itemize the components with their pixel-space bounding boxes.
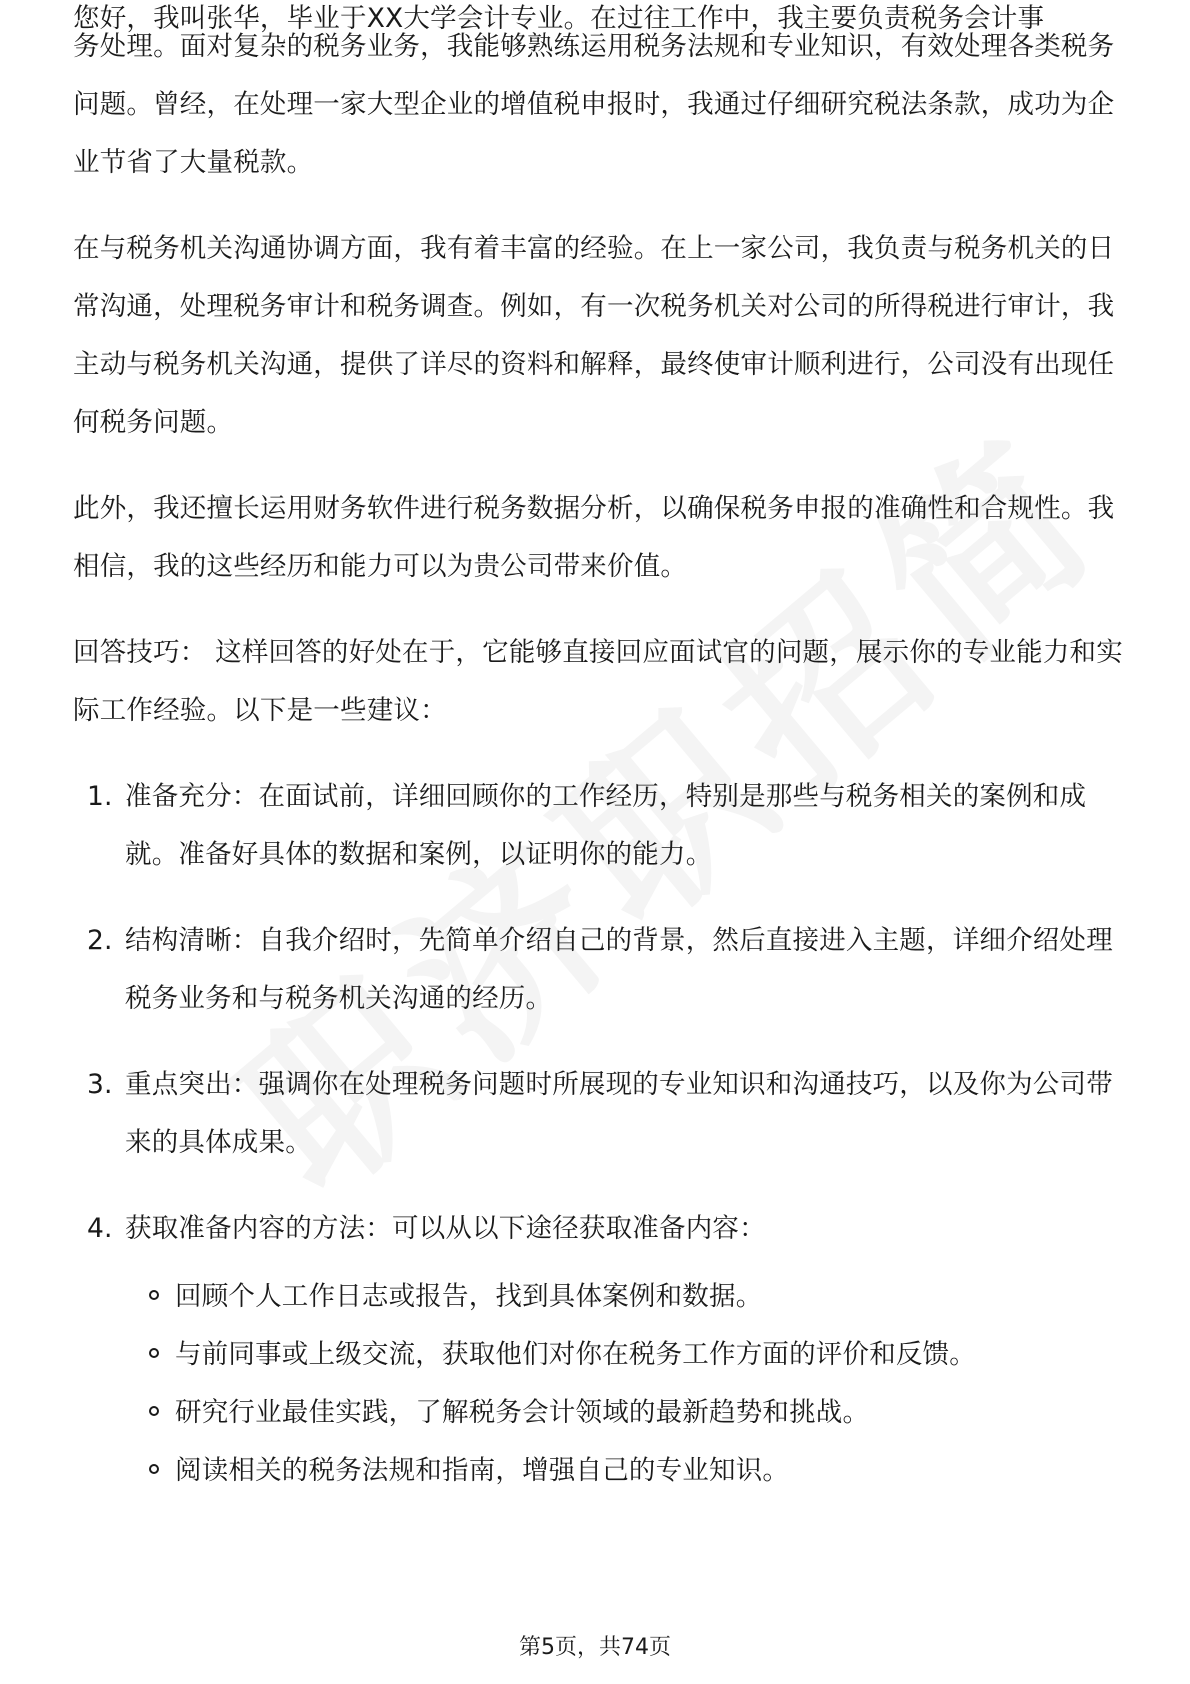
hollow-circle-bullet-icon (149, 1464, 159, 1474)
sub-list-item (149, 1268, 1123, 1326)
sub-list-item (149, 1384, 1123, 1442)
list-item-number: 2. (87, 925, 113, 956)
list-item-number: 1. (87, 781, 113, 812)
preparation-sources-list (73, 1268, 1123, 1500)
paragraph-answer-tips: 回答技巧： 这样回答的好处在于，它能够直接回应面试官的问题，展示你的专业能力和实际工作经验。以下是一些建议： (73, 637, 1123, 726)
partial-top-line-text: 您好，我叫张华，毕业于XX大学会计专业。在过往工作中，我主要负责税务会计事 (73, 3, 1045, 34)
list-item (73, 1200, 1123, 1258)
list-item-text: 结构清晰：自我介绍时，先简单介绍自己的背景，然后直接进入主题，详细介绍处理税务业务和与税务机关沟通的经历。 (125, 925, 1113, 1014)
sub-list-item-text: 与前同事或上级交流，获取他们对你在税务工作方面的评价和反馈。 (175, 1339, 976, 1370)
document-body (73, 3, 1123, 1500)
paragraph-2: 在与税务机关沟通协调方面，我有着丰富的经验。在上一家公司，我负责与税务机关的日常沟通，处理税务审计和税务调查。例如，有一次税务机关对公司的所得税进行审计，我主动与税务机关沟通，提供了详尽的资料和解释，最终使审计顺利进行，公司没有出现任何税务问题。 (73, 233, 1115, 438)
hollow-circle-bullet-icon (149, 1406, 159, 1416)
paragraph-1: 务处理。面对复杂的税务业务，我能够熟练运用税务法规和专业知识，有效处理各类税务问题。曾经，在处理一家大型企业的增值税申报时，我通过仔细研究税法条款，成功为企业节省了大量税款。 (73, 31, 1115, 178)
hollow-circle-bullet-icon (149, 1348, 159, 1358)
list-item-number: 4. (87, 1213, 113, 1244)
partial-top-line (73, 0, 1123, 34)
sub-list-item-text: 研究行业最佳实践，了解税务会计领域的最新趋势和挑战。 (175, 1397, 870, 1428)
list-item-text: 准备充分：在面试前，详细回顾你的工作经历，特别是那些与税务相关的案例和成就。准备好具体的数据和案例，以证明你的能力。 (125, 781, 1087, 870)
paragraph-3: 此外，我还擅长运用财务软件进行税务数据分析，以确保税务申报的准确性和合规性。我相信，我的这些经历和能力可以为贵公司带来价值。 (73, 493, 1115, 582)
list-item (73, 768, 1123, 884)
tips-list (73, 768, 1123, 1258)
sub-list-item-text: 阅读相关的税务法规和指南，增强自己的专业知识。 (175, 1455, 790, 1486)
list-item-text: 获取准备内容的方法：可以从以下途径获取准备内容： (125, 1213, 766, 1244)
hollow-circle-bullet-icon (149, 1290, 159, 1300)
sub-list-item-text: 回顾个人工作日志或报告，找到具体案例和数据。 (175, 1281, 763, 1312)
list-item-text: 重点突出：强调你在处理税务问题时所展现的专业知识和沟通技巧，以及你为公司带来的具体成果。 (125, 1069, 1113, 1158)
sub-list-item (149, 1442, 1123, 1500)
list-item (73, 912, 1123, 1028)
list-item-number: 3. (87, 1069, 113, 1100)
list-item (73, 1056, 1123, 1172)
sub-list-item (149, 1326, 1123, 1384)
page-number-footer: 第5页，共74页 (519, 1635, 671, 1660)
